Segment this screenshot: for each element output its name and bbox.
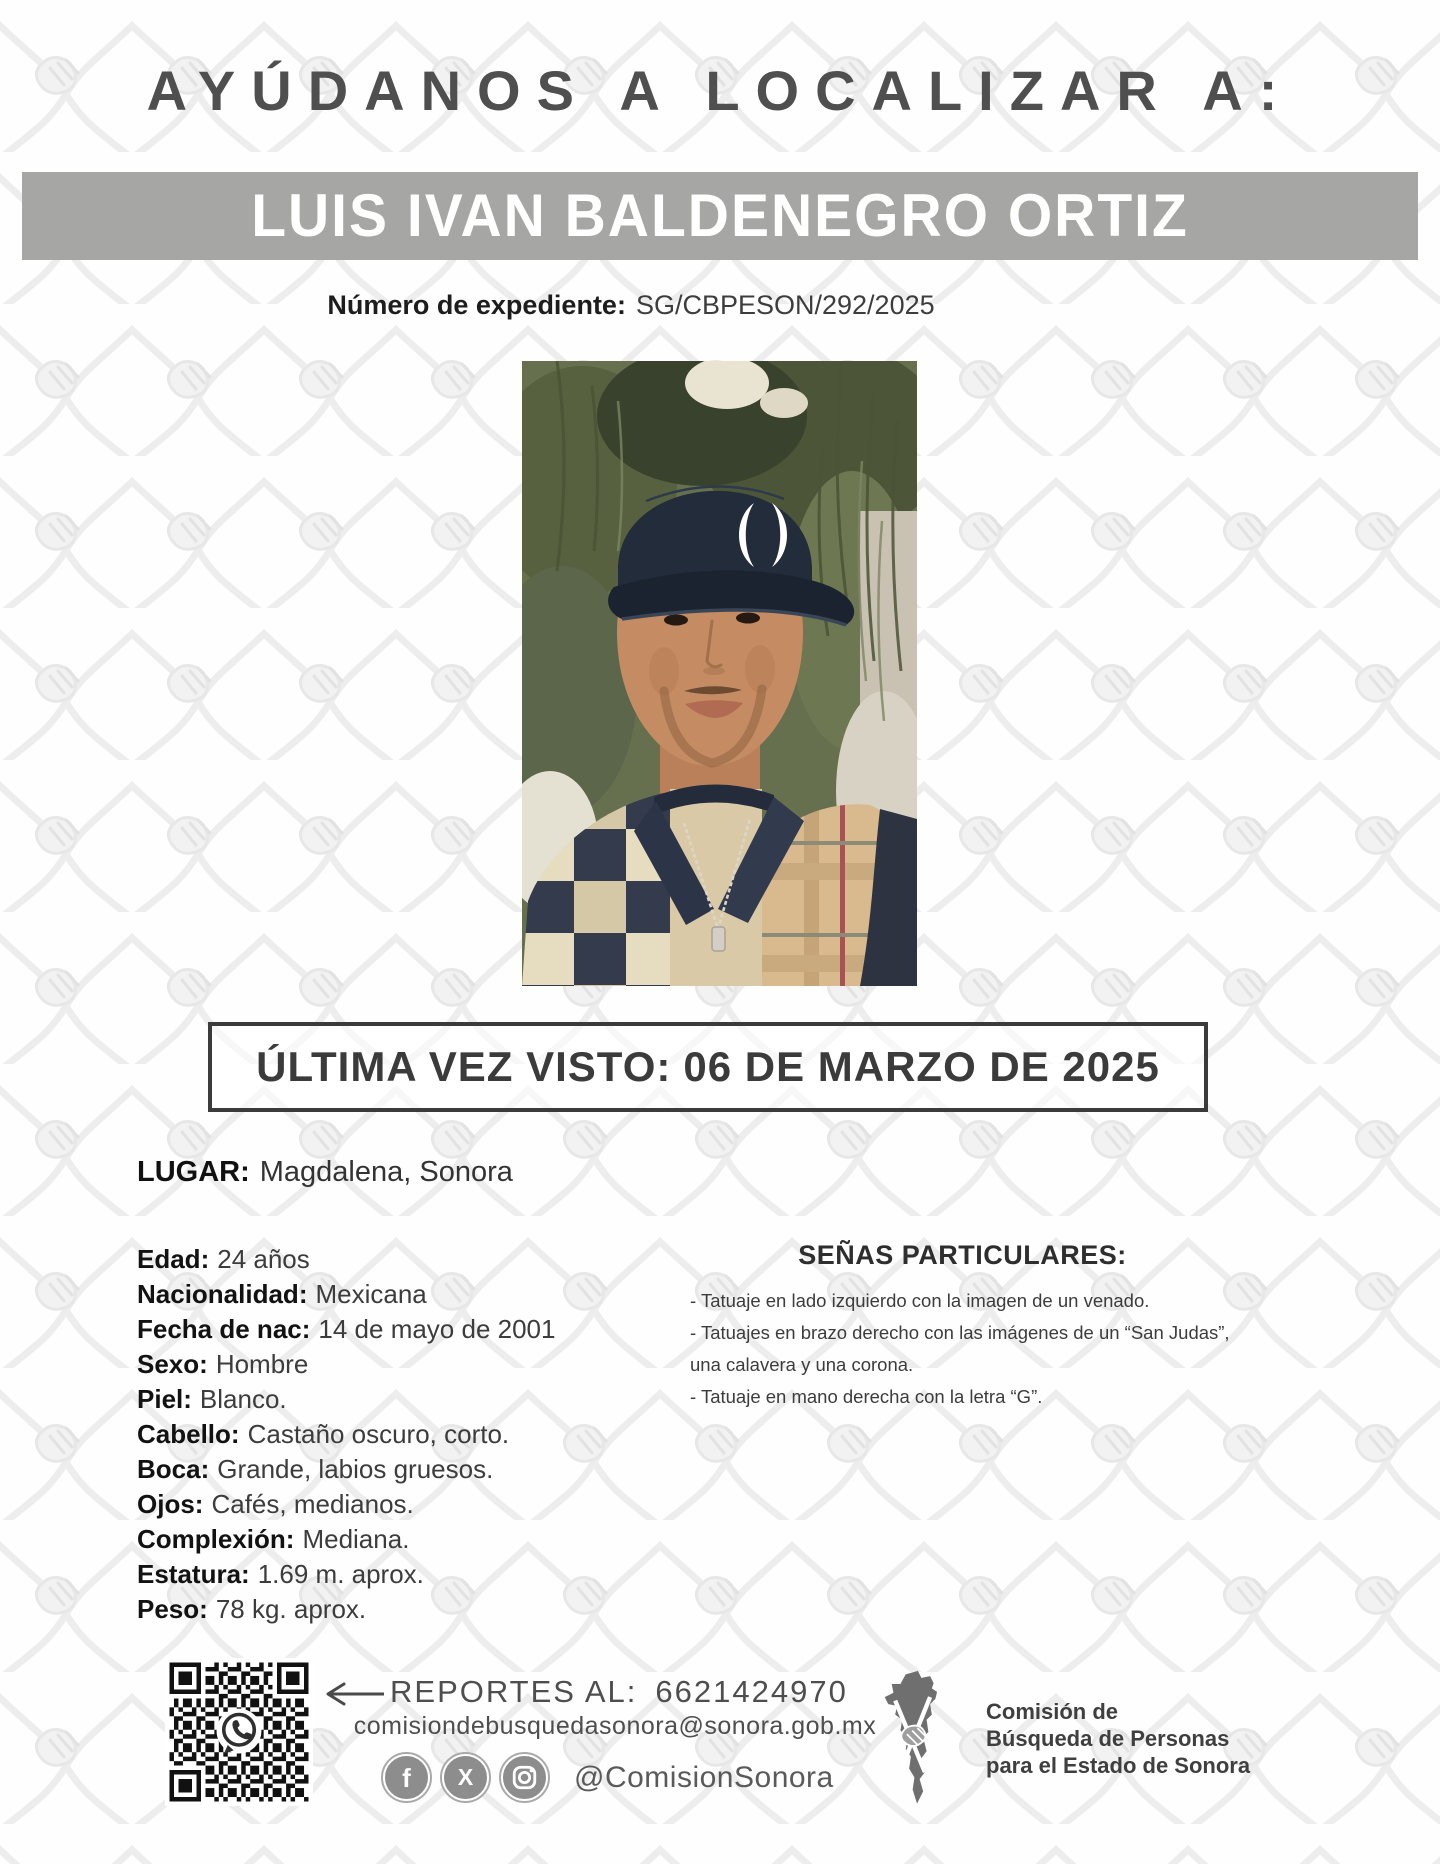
- social-row: [383, 1754, 834, 1801]
- location-label: LUGAR:: [137, 1156, 250, 1188]
- attribute-row-fecha-nac: [137, 1312, 697, 1347]
- distinguishing-mark-item: - Tatuaje en mano derecha con la letra “G”.: [690, 1386, 1043, 1407]
- x-glyph: X: [457, 1764, 474, 1790]
- qr-code-image: [165, 1658, 313, 1806]
- attribute-row-complexion: [137, 1522, 697, 1557]
- attributes-list: [137, 1242, 697, 1627]
- org-name-line2: Búsqueda de Personas: [986, 1726, 1230, 1751]
- attribute-label: Complexión:: [137, 1524, 295, 1554]
- instagram-camera-glyph: [503, 1756, 546, 1799]
- last-seen-label: ÚLTIMA VEZ VISTO:: [256, 1043, 672, 1090]
- org-name-line1: Comisión de: [986, 1699, 1119, 1724]
- sonora-map-logo: [876, 1668, 972, 1810]
- attribute-value: 14 de mayo de 2001: [318, 1314, 556, 1344]
- qr-code: [165, 1658, 313, 1806]
- location-row: [137, 1156, 513, 1189]
- attribute-value: 1.69 m. aprox.: [257, 1559, 424, 1589]
- case-number-row: [0, 290, 1262, 321]
- org-name: [986, 1698, 1250, 1779]
- attribute-label: Nacionalidad:: [137, 1279, 308, 1309]
- distinguishing-mark-item: - Tatuajes en brazo derecho con las imágenes de un “San Judas”, una calavera y una corona.: [690, 1322, 1230, 1375]
- attribute-row-sexo: [137, 1347, 697, 1382]
- attribute-label: Estatura:: [137, 1559, 250, 1589]
- facebook-glyph: f: [402, 1762, 411, 1793]
- attribute-row-edad: [137, 1242, 697, 1277]
- person-name: LUIS IVAN BALDENEGRO ORTIZ: [251, 182, 1189, 250]
- attribute-value: Castaño oscuro, corto.: [247, 1419, 510, 1449]
- footer: [0, 1640, 1440, 1864]
- attribute-label: Fecha de nac:: [137, 1314, 311, 1344]
- attribute-row-boca: [137, 1452, 697, 1487]
- attribute-value: Cafés, medianos.: [211, 1489, 414, 1519]
- attribute-label: Peso:: [137, 1594, 208, 1624]
- instagram-icon: [501, 1754, 548, 1801]
- reportes-line: [390, 1674, 848, 1710]
- case-number-label: Número de expediente:: [327, 290, 626, 320]
- attribute-value: Mexicana: [315, 1279, 427, 1309]
- attribute-row-nacionalidad: [137, 1277, 697, 1312]
- social-handle: @ComisionSonora: [574, 1760, 834, 1794]
- attribute-label: Ojos:: [137, 1489, 204, 1519]
- attribute-value: 78 kg. aprox.: [215, 1594, 367, 1624]
- attribute-value: Hombre: [215, 1349, 309, 1379]
- distinguishing-mark-item: - Tatuaje en lado izquierdo con la imagen de un venado.: [690, 1290, 1150, 1311]
- person-name-banner: [22, 172, 1418, 260]
- attribute-row-cabello: [137, 1417, 697, 1452]
- case-number-value: SG/CBPESON/292/2025: [635, 290, 935, 320]
- attribute-label: Piel:: [137, 1384, 192, 1414]
- attribute-row-peso: [137, 1592, 697, 1627]
- distinguishing-marks-title: SEÑAS PARTICULARES:: [798, 1240, 1127, 1270]
- org-name-line3: para el Estado de Sonora: [986, 1753, 1251, 1778]
- attribute-value: Grande, labios gruesos.: [217, 1454, 494, 1484]
- attribute-row-estatura: [137, 1557, 697, 1592]
- location-value: Magdalena, Sonora: [259, 1156, 513, 1188]
- attribute-label: Cabello:: [137, 1419, 240, 1449]
- distinguishing-marks-section: [690, 1240, 1235, 1413]
- attribute-value: Blanco.: [199, 1384, 287, 1414]
- attribute-value: Mediana.: [302, 1524, 410, 1554]
- x-icon: [442, 1754, 489, 1801]
- attribute-label: Boca:: [137, 1454, 210, 1484]
- reportes-label: REPORTES AL:: [390, 1674, 638, 1709]
- page-title: AYÚDANOS A LOCALIZAR A:: [146, 59, 1294, 122]
- person-photo: [522, 361, 917, 986]
- last-seen-date: 06 DE MARZO DE 2025: [683, 1043, 1160, 1090]
- person-photo-illustration: [522, 361, 917, 986]
- attribute-value: 24 años: [217, 1244, 310, 1274]
- attribute-row-ojos: [137, 1487, 697, 1522]
- attribute-row-piel: [137, 1382, 697, 1417]
- contact-email: comisiondebusquedasonora@sonora.gob.mx: [353, 1712, 877, 1740]
- arrow-left-icon: [318, 1680, 386, 1708]
- reportes-phone: 6621424970: [655, 1674, 848, 1709]
- facebook-icon: [383, 1754, 430, 1801]
- attribute-label: Edad:: [137, 1244, 210, 1274]
- attribute-label: Sexo:: [137, 1349, 208, 1379]
- last-seen-box: [208, 1022, 1208, 1112]
